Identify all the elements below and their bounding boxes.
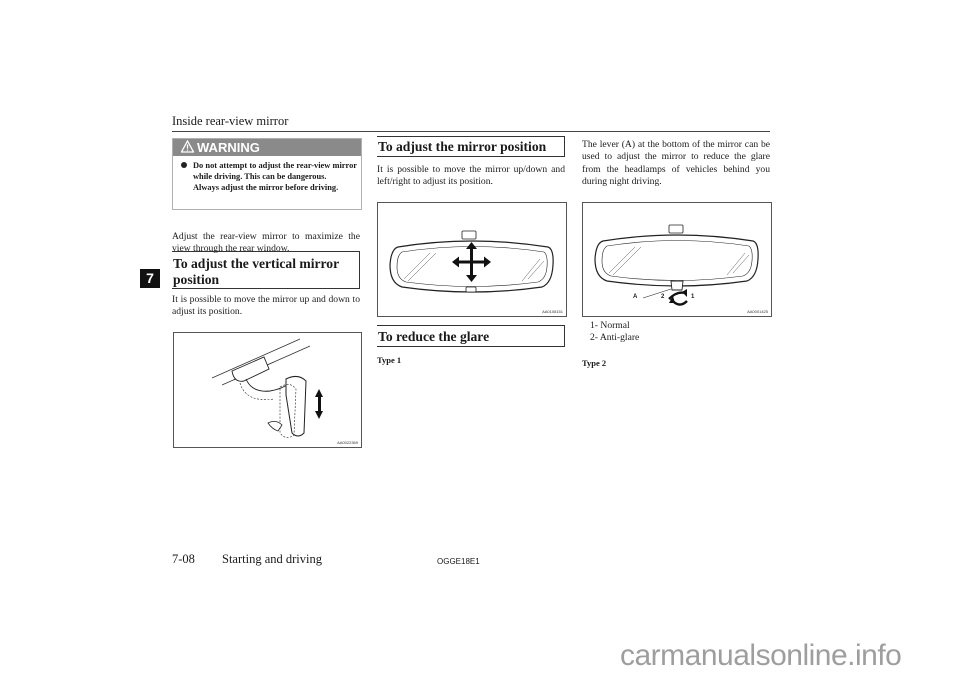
side-mirror-illustration	[174, 333, 361, 447]
mirror-position-heading: To adjust the mirror position	[378, 139, 547, 154]
list-item-anti-glare: 2- Anti-glare	[590, 332, 640, 343]
bullet-icon	[181, 162, 187, 168]
heading-rule-tick	[564, 325, 565, 347]
warning-heading: WARNING	[197, 140, 260, 155]
position-label-2: 2	[661, 294, 665, 300]
warning-icon	[181, 140, 194, 153]
footer-section-title: Starting and driving	[222, 552, 322, 566]
footer-doc-code: OGGE18E1	[437, 557, 480, 566]
vertical-position-heading: To adjust the vertical mirror position	[173, 256, 339, 287]
mirror-adjust-figure	[377, 202, 567, 317]
figure-code: AA0022369	[337, 440, 358, 445]
list-item-normal: 1- Normal	[590, 320, 630, 331]
type-1-label: Type 1	[377, 355, 402, 365]
figure-code: AA0001425	[747, 309, 768, 314]
heading-rule-top	[377, 325, 565, 326]
warning-body	[173, 156, 361, 194]
heading-rule-bottom	[377, 346, 565, 347]
heading-rule-top	[377, 136, 565, 137]
heading-rule-tick	[564, 136, 565, 157]
figure-code: AA0108151	[542, 309, 563, 314]
warning-text-1: Do not attempt to adjust the rear-view mirror while driving. This can be dangerous.	[193, 161, 357, 182]
reduce-glare-heading: To reduce the glare	[378, 329, 490, 344]
rear-view-mirror-illustration	[378, 203, 566, 316]
heading-rule-bottom	[377, 156, 565, 157]
anti-glare-figure	[582, 202, 772, 317]
watermark-text: carmanualsonline.info	[620, 639, 902, 672]
position-label-1: 1	[691, 294, 695, 300]
warning-box	[172, 138, 362, 210]
anti-glare-mirror-illustration	[583, 203, 771, 316]
intro-text: Adjust the rear-view mirror to maximize the view through the rear window.	[172, 231, 360, 255]
mirror-position-text: It is possible to move the mirror up/down and left/right to adjust its position.	[377, 164, 565, 188]
heading-rule-tick	[359, 251, 360, 289]
header-rule	[172, 131, 770, 132]
vertical-position-text: It is possible to move the mirror up and down to adjust its position.	[172, 294, 360, 318]
warning-text-2: Always adjust the mirror before driving.	[193, 183, 339, 193]
footer-page-number: 7-08	[172, 552, 195, 566]
page-header-title: Inside rear-view mirror	[172, 114, 289, 128]
heading-rule-bottom	[172, 288, 360, 289]
lever-label-a: A	[633, 294, 638, 300]
vertical-mirror-figure	[173, 332, 362, 448]
heading-rule-top	[172, 251, 360, 252]
chapter-tab: 7	[140, 269, 160, 288]
type-2-label: Type 2	[582, 358, 607, 368]
warning-header	[173, 139, 361, 156]
glare-lever-text: The lever (A) at the bottom of the mirror can be used to adjust the mirror to reduce the glare from the headlamps of vehicles behind you during night driving.	[582, 139, 770, 188]
